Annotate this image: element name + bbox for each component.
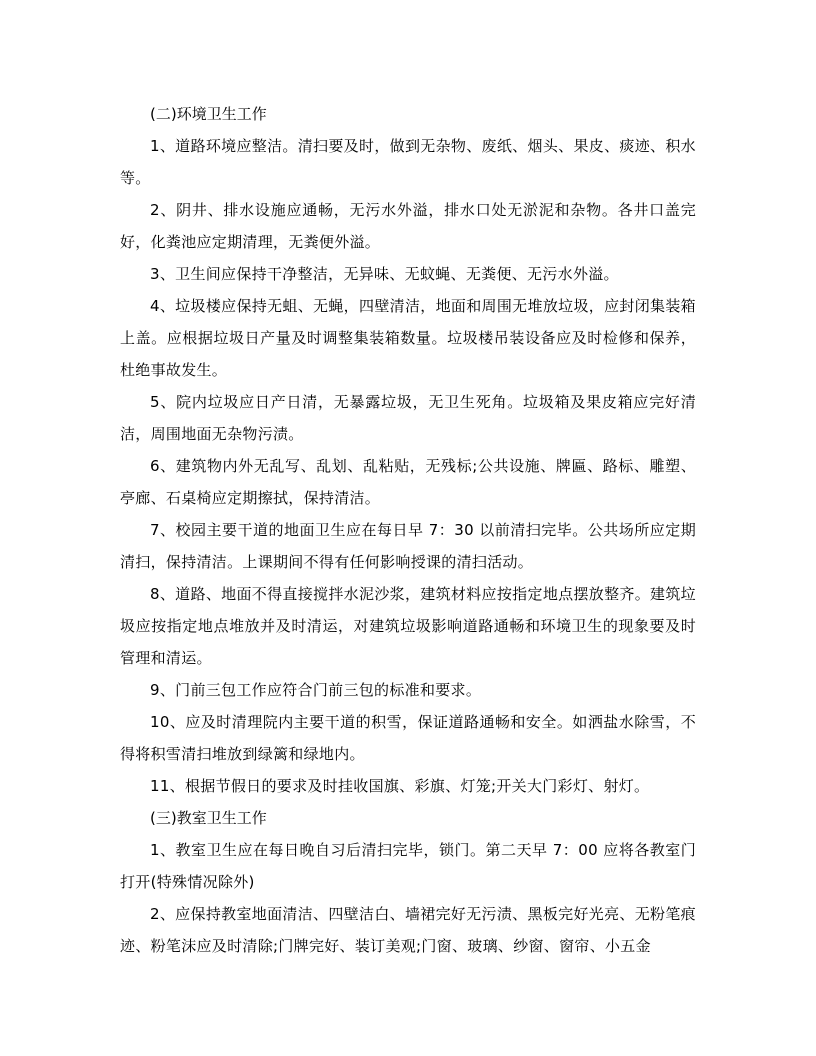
env-item-3: 3、卫生间应保持干净整洁，无异味、无蚊蝇、无粪便、无污水外溢。	[150, 265, 619, 283]
section-heading-classroom: (三)教室卫生工作	[150, 809, 267, 827]
section-heading-environment: (二)环境卫生工作	[150, 105, 267, 123]
env-item-9: 9、门前三包工作应符合门前三包的标准和要求。	[150, 681, 482, 699]
env-item-8: 8、道路、地面不得直接搅拌水泥沙浆，建筑材料应按指定地点摆放整齐。建筑垃圾应按指定地点堆放并及时清运，对建筑垃圾影响道路通畅和环境卫生的现象要及时管理和清运。	[120, 585, 696, 667]
env-item-10: 10、应及时清理院内主要干道的积雪，保证道路通畅和安全。如洒盐水除雪，不得将积雪清扫堆放到绿篱和绿地内。	[120, 713, 696, 763]
class-item-1: 1、教室卫生应在每日晚自习后清扫完毕，锁门。第二天早 7：00 应将各教室门打开(特殊情况除外)	[120, 841, 696, 891]
env-item-5: 5、院内垃圾应日产日清，无暴露垃圾，无卫生死角。垃圾箱及果皮箱应完好清洁，周围地面无杂物污渍。	[120, 393, 696, 443]
env-item-6: 6、建筑物内外无乱写、乱划、乱粘贴，无残标;公共设施、牌匾、路标、雕塑、亭廊、石桌椅应定期擦拭，保持清洁。	[120, 457, 696, 507]
env-item-1: 1、道路环境应整洁。清扫要及时，做到无杂物、废纸、烟头、果皮、痰迹、积水等。	[120, 137, 696, 187]
env-item-2: 2、阴井、排水设施应通畅，无污水外溢，排水口处无淤泥和杂物。各井口盖完好，化粪池应定期清理，无粪便外溢。	[120, 201, 696, 251]
env-item-11: 11、根据节假日的要求及时挂收国旗、彩旗、灯笼;开关大门彩灯、射灯。	[150, 777, 650, 795]
class-item-2: 2、应保持教室地面清洁、四壁洁白、墙裙完好无污渍、黑板完好光亮、无粉笔痕迹、粉笔沫应及时清除;门牌完好、装订美观;门窗、玻璃、纱窗、窗帘、小五金	[120, 905, 696, 955]
env-item-4: 4、垃圾楼应保持无蛆、无蝇，四壁清洁，地面和周围无堆放垃圾，应封闭集装箱上盖。应根据垃圾日产量及时调整集装箱数量。垃圾楼吊装设备应及时检修和保养，杜绝事故发生。	[120, 297, 696, 379]
document-body	[120, 98, 696, 962]
env-item-7: 7、校园主要干道的地面卫生应在每日早 7：30 以前清扫完毕。公共场所应定期清扫，保持清洁。上课期间不得有任何影响授课的清扫活动。	[120, 521, 696, 571]
